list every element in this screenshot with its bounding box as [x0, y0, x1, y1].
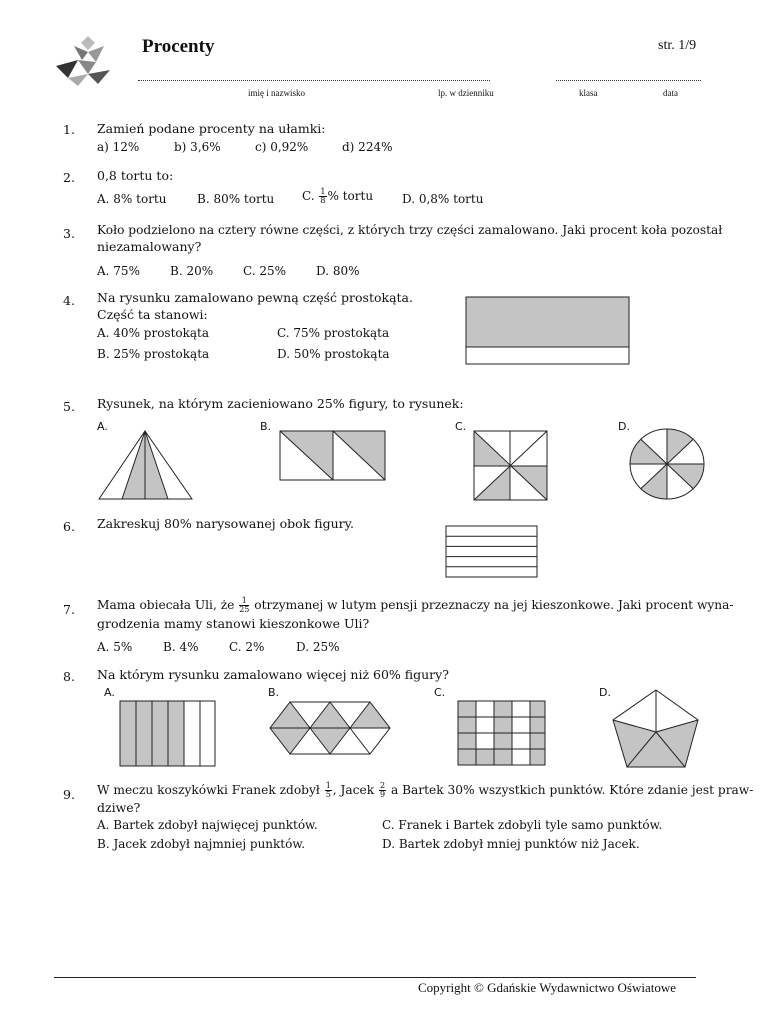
question-text [97, 596, 734, 614]
question-text: Koło podzielono na cztery równe części, z których trzy części zamalowano. Jaki procent koła pozostał [97, 223, 723, 237]
answer-option: B. 4% [163, 640, 199, 654]
answer-option: B. 80% tortu [197, 192, 275, 206]
answer-option: A. Bartek zdobył najwięcej punktów. [97, 818, 318, 832]
denominator: 25 [239, 605, 250, 614]
figure-label: C. [455, 420, 467, 433]
q4-rectangle-figure [465, 296, 631, 366]
figure-label: C. [434, 686, 446, 699]
fraction [319, 188, 326, 205]
option-label: C. [302, 189, 315, 203]
numerator: 1 [239, 597, 249, 606]
field-label-name: imię i nazwisko [248, 88, 305, 98]
field-label-number: lp. w dzienniku [438, 88, 494, 98]
answer-option: A. 5% [97, 640, 133, 654]
answer-option: C. 75% prostokąta [277, 326, 390, 340]
option-suffix: % tortu [327, 189, 374, 203]
name-field-line[interactable] [138, 80, 490, 81]
q8-figure-d-pentagon [610, 688, 702, 770]
fraction [239, 597, 249, 614]
question-text: Na rysunku zamalowano pewną część prostokąta. [97, 290, 413, 305]
numerator: 1 [320, 187, 326, 196]
answer-option-c [302, 188, 373, 205]
figure-label: B. [268, 686, 280, 699]
q5-figure-b-squares [279, 430, 387, 482]
text-part: a Bartek 30% wszystkich punktów. Które zdanie jest praw- [390, 783, 754, 797]
figure-label: A. [97, 420, 108, 433]
answer-option: C. 25% [243, 264, 287, 278]
question-text: Na którym rysunku zamalowano więcej niż 60% figury? [97, 667, 449, 682]
question-text-cont: grodzenia mamy stanowi kieszonkowe Uli? [97, 616, 370, 631]
numerator: 1 [325, 781, 331, 790]
q8-figure-b-hexagon [268, 700, 394, 758]
text-part: , Jacek [332, 783, 375, 797]
denominator: 8 [320, 196, 326, 205]
question-number: 7. [63, 602, 75, 617]
logo-icon [48, 34, 114, 88]
fraction [379, 782, 386, 799]
question-number: 5. [63, 399, 75, 414]
field-label-date: data [663, 88, 678, 98]
denominator: 5 [325, 790, 331, 799]
footer-rule [54, 977, 696, 978]
denominator: 9 [379, 790, 386, 799]
answer-option: a) 12% [97, 140, 140, 154]
figure-label: D. [599, 686, 611, 699]
question-text-cont: Część ta stanowi: [97, 307, 208, 322]
answer-option: b) 3,6% [174, 140, 221, 154]
question-text: Zamień podane procenty na ułamki: [97, 121, 326, 136]
answer-option: B. 25% prostokąta [97, 347, 210, 361]
answer-option: A. 40% prostokąta [97, 326, 210, 340]
text-part: W meczu koszykówki Franek zdobył [97, 783, 320, 797]
class-field-line[interactable] [556, 80, 701, 81]
question-number: 8. [63, 669, 75, 684]
answer-option: D. 50% prostokąta [277, 347, 390, 361]
question-text-cont: dziwe? [97, 800, 141, 815]
question-number: 1. [63, 122, 75, 137]
question-number: 6. [63, 519, 75, 534]
question-number: 4. [63, 293, 75, 308]
shaded-part [466, 297, 629, 347]
q5-figure-d-circle [629, 428, 705, 500]
field-label-class: klasa [579, 88, 598, 98]
page-title: Procenty [142, 36, 215, 57]
figure-label: A. [104, 686, 115, 699]
text-part: otrzymanej w lutym pensji przeznaczy na jej kieszonkowe. Jaki procent wyna- [254, 598, 734, 612]
question-text: Zakreskuj 80% narysowanej obok figury. [97, 516, 355, 531]
answer-option: B. 20% [170, 264, 214, 278]
answer-option: A. 75% [97, 264, 140, 278]
answer-option: d) 224% [342, 140, 393, 154]
question-number: 2. [63, 170, 75, 185]
copyright: Copyright © Gdańskie Wydawnictwo Oświatowe [418, 980, 676, 995]
question-text: 0,8 tortu to: [97, 168, 174, 183]
page-number: str. 1/9 [658, 38, 697, 53]
question-text [97, 781, 753, 799]
question-number: 9. [63, 787, 75, 802]
q8-figure-c-grid [457, 700, 547, 766]
fraction [325, 782, 332, 799]
answer-option: A. 8% tortu [97, 192, 167, 206]
answer-option: C. Franek i Bartek zdobyli tyle samo punktów. [382, 818, 663, 832]
answer-option: C. 2% [229, 640, 265, 654]
q5-figure-c-square [473, 430, 549, 502]
q8-figure-a-columns [119, 700, 217, 768]
figure-label: D. [618, 420, 630, 433]
text-part: Mama obiecała Uli, że [97, 598, 235, 612]
q5-figure-a-triangle [98, 430, 194, 501]
answer-option: D. 25% [296, 640, 340, 654]
answer-option: B. Jacek zdobył najmniej punktów. [97, 837, 306, 851]
answer-option: c) 0,92% [255, 140, 309, 154]
question-text: Rysunek, na którym zacieniowano 25% figury, to rysunek: [97, 396, 464, 411]
answer-option: D. 0,8% tortu [402, 192, 484, 206]
answer-option: D. 80% [316, 264, 360, 278]
answer-option: D. Bartek zdobył mniej punktów niż Jacek. [382, 837, 640, 851]
q6-striped-figure[interactable] [445, 525, 539, 579]
figure-label: B. [260, 420, 272, 433]
question-text-cont: niezamalowany? [97, 239, 202, 254]
question-number: 3. [63, 226, 75, 241]
numerator: 2 [379, 781, 386, 790]
